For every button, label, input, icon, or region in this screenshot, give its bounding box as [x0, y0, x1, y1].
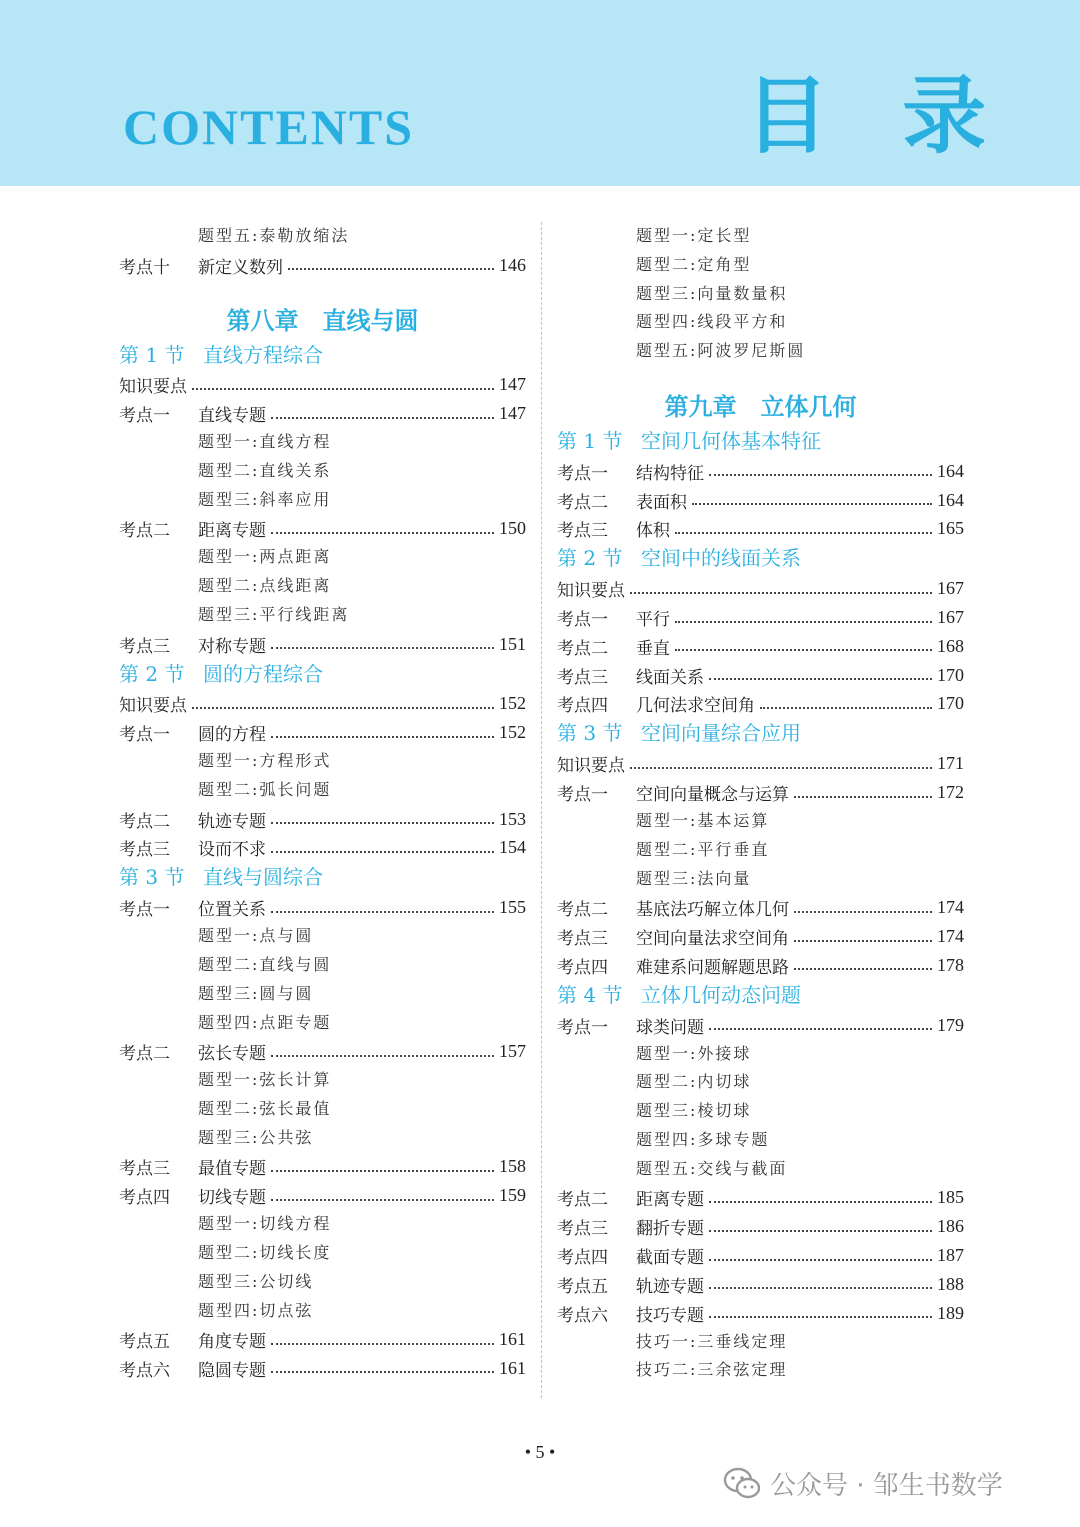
entry-page-number: 147 — [499, 374, 526, 395]
entry-page-number: 153 — [499, 808, 526, 829]
toc-entry[interactable] — [119, 805, 526, 834]
entry-title: 切线专题 — [198, 1188, 266, 1209]
question-type-entry: 题型四:切点弦 — [198, 1300, 314, 1320]
entry-label: 考点二 — [557, 638, 608, 659]
question-type-entry: 题型一:方程形式 — [198, 751, 332, 771]
entry-label: 考点三 — [557, 1219, 608, 1240]
chapter-number: 第八章 — [226, 306, 299, 335]
toc-entry[interactable] — [557, 661, 964, 690]
toc-entry[interactable] — [557, 1212, 964, 1241]
watermark — [722, 1463, 1003, 1503]
entry-page-number: 147 — [499, 403, 526, 424]
entry-title: 位置关系 — [198, 900, 266, 921]
dot-leader — [630, 767, 932, 769]
entry-title: 平行 — [636, 610, 670, 631]
entry-page-number: 167 — [937, 578, 964, 599]
entry-page-number: 185 — [937, 1187, 964, 1208]
entry-page-number: 159 — [499, 1185, 526, 1206]
toc-entry[interactable] — [557, 486, 964, 515]
question-type-entry: 题型五:交线与截面 — [636, 1158, 788, 1178]
entry-label: 考点五 — [557, 1276, 608, 1297]
toc-entry[interactable] — [557, 632, 964, 661]
question-type-entry: 技巧一:三垂线定理 — [636, 1331, 788, 1351]
entry-title: 对称专题 — [198, 636, 266, 657]
section-number: 第 3 节 — [557, 721, 623, 746]
dot-leader — [271, 1199, 494, 1201]
toc-entry[interactable] — [557, 778, 964, 807]
entry-page-number: 172 — [937, 782, 964, 803]
question-type-entry: 技巧二:三余弦定理 — [636, 1360, 788, 1380]
question-type-entry: 题型二:切线长度 — [198, 1242, 332, 1262]
dot-leader — [692, 503, 932, 505]
section-heading — [119, 862, 526, 893]
entry-label: 考点一 — [119, 406, 170, 427]
entry-label: 考点一 — [119, 725, 170, 746]
entry-label: 考点四 — [119, 1188, 170, 1209]
question-type-entry: 题型三:平行线距离 — [198, 604, 350, 624]
entry-page-number: 174 — [937, 897, 964, 918]
toc-entry[interactable] — [119, 630, 526, 659]
dot-leader — [709, 1316, 932, 1318]
toc-right-column — [557, 222, 964, 1385]
entry-title: 截面专题 — [636, 1248, 704, 1268]
question-type-entry: 题型二:点线距离 — [198, 576, 332, 596]
toc-entry[interactable] — [119, 1354, 526, 1383]
question-type-entry: 题型一:基本运算 — [636, 810, 770, 830]
entry-title: 距离专题 — [198, 521, 266, 542]
question-type-entry: 题型三:圆与圆 — [198, 983, 314, 1003]
entry-label: 考点三 — [557, 667, 608, 688]
section-title: 空间向量综合应用 — [641, 721, 801, 746]
entry-page-number: 157 — [499, 1041, 526, 1062]
entry-label: 考点二 — [119, 521, 170, 542]
dot-leader — [709, 1028, 932, 1030]
toc-entry[interactable] — [119, 251, 526, 280]
dot-leader — [760, 707, 932, 709]
entry-title: 表面积 — [636, 492, 687, 513]
question-type-entry: 题型二:直线与圆 — [198, 954, 332, 974]
dot-leader — [675, 649, 932, 651]
question-type-entry: 题型三:法向量 — [636, 868, 752, 888]
chapter-number: 第九章 — [664, 392, 737, 421]
question-type-entry: 题型一:直线方程 — [198, 432, 332, 452]
dot-leader — [271, 647, 494, 649]
dot-leader — [794, 911, 932, 913]
entry-page-number: 161 — [499, 1357, 526, 1378]
entry-label: 考点三 — [557, 521, 608, 542]
question-type-entry: 题型一:弦长计算 — [198, 1070, 332, 1090]
entry-label: 考点五 — [119, 1332, 170, 1353]
entry-label: 考点六 — [557, 1305, 608, 1326]
entry-label: 考点一 — [557, 463, 608, 484]
dot-leader — [271, 1170, 494, 1172]
question-type-entry: 题型一:定长型 — [636, 226, 752, 245]
entry-page-number: 151 — [499, 633, 526, 654]
dot-leader — [271, 417, 494, 419]
entry-title: 角度专题 — [198, 1332, 266, 1353]
entry-label: 考点四 — [557, 1248, 608, 1268]
entry-title: 轨迹专题 — [198, 811, 266, 832]
entry-page-number: 170 — [937, 693, 964, 714]
section-number: 第 3 节 — [119, 865, 185, 890]
entry-page-number: 158 — [499, 1156, 526, 1177]
question-type-entry: 题型一:点与圆 — [198, 926, 314, 946]
question-type-entry: 题型一:切线方程 — [198, 1214, 332, 1234]
toc-entry[interactable] — [557, 603, 964, 632]
dot-leader — [709, 1201, 932, 1203]
entry-page-number: 186 — [937, 1216, 964, 1237]
section-number: 第 1 节 — [119, 342, 185, 367]
dot-leader — [271, 532, 494, 534]
entry-label: 考点二 — [557, 1190, 608, 1211]
entry-page-number: 164 — [937, 460, 964, 481]
toc-entry[interactable] — [119, 399, 526, 428]
chapter-heading — [557, 388, 964, 426]
question-type-entry: 题型一:两点距离 — [198, 547, 332, 567]
entry-label: 考点六 — [119, 1360, 170, 1381]
entry-page-number: 146 — [499, 254, 526, 275]
entry-label: 考点二 — [119, 811, 170, 832]
question-type-entry: 题型三:棱切球 — [636, 1101, 752, 1121]
toc-entry[interactable] — [557, 690, 964, 719]
entry-page-number: 187 — [937, 1245, 964, 1265]
entry-title: 圆的方程 — [198, 725, 266, 746]
question-type-entry: 题型二:弧长问题 — [198, 779, 332, 799]
entry-page-number: 174 — [937, 926, 964, 947]
question-type-entry: 题型四:多球专题 — [636, 1129, 770, 1149]
dot-leader — [288, 268, 494, 270]
section-number: 第 4 节 — [557, 982, 623, 1007]
toc-entry[interactable] — [557, 515, 964, 544]
section-heading — [119, 340, 526, 371]
entry-title: 技巧专题 — [636, 1305, 704, 1326]
watermark-text: 公众号 · 邹生书数学 — [770, 1470, 1003, 1501]
dot-leader — [675, 532, 932, 534]
entry-title: 球类问题 — [636, 1017, 704, 1038]
entry-page-number: 154 — [499, 837, 526, 858]
toc-entry[interactable] — [119, 1325, 526, 1354]
entry-title: 基底法巧解立体几何 — [636, 900, 789, 921]
toc-entry[interactable] — [557, 922, 964, 951]
entry-page-number: 150 — [499, 518, 526, 539]
toc-entry[interactable] — [557, 574, 964, 603]
toc-entry[interactable] — [557, 951, 964, 980]
question-type-entry: 题型四:点距专题 — [198, 1012, 332, 1032]
toc-entry[interactable] — [557, 749, 964, 778]
entry-page-number: 152 — [499, 722, 526, 743]
section-number: 第 2 节 — [557, 546, 623, 571]
toc-entry[interactable] — [557, 893, 964, 922]
column-divider — [541, 222, 542, 1398]
toc-entry[interactable] — [119, 371, 526, 400]
dot-leader — [709, 1230, 932, 1232]
section-title: 直线与圆综合 — [203, 865, 323, 890]
section-heading — [557, 426, 964, 457]
entry-page-number: 165 — [937, 518, 964, 539]
dot-leader — [709, 1259, 932, 1261]
toc-entry[interactable] — [557, 457, 964, 486]
section-number: 第 2 节 — [119, 661, 185, 686]
entry-page-number: 189 — [937, 1302, 964, 1323]
entry-title: 最值专题 — [198, 1159, 266, 1180]
dot-leader — [709, 678, 932, 680]
question-type-entry: 题型二:定角型 — [636, 254, 752, 274]
toc-entry[interactable] — [557, 1184, 964, 1213]
entry-page-number: 167 — [937, 607, 964, 628]
section-title: 空间中的线面关系 — [641, 546, 801, 571]
page-title: 目 录 — [745, 67, 1009, 165]
entry-label: 考点二 — [557, 900, 608, 921]
entry-label: 考点四 — [557, 957, 608, 978]
section-title: 直线方程综合 — [203, 342, 323, 367]
entry-label: 考点三 — [119, 840, 170, 861]
entry-page-number: 168 — [937, 635, 964, 656]
entry-title: 几何法求空间角 — [636, 696, 755, 717]
toc-entry[interactable] — [557, 1241, 964, 1270]
entry-title: 垂直 — [636, 638, 670, 659]
entry-label: 考点十 — [119, 257, 170, 278]
question-type-entry: 题型二:直线关系 — [198, 460, 332, 480]
entry-page-number: 152 — [499, 693, 526, 714]
section-heading — [557, 718, 964, 749]
dot-leader — [675, 621, 932, 623]
chapter-title: 立体几何 — [760, 392, 857, 421]
toc-entry[interactable] — [557, 1299, 964, 1328]
chapter-heading — [119, 302, 526, 340]
question-type-entry: 题型三:向量数量积 — [636, 283, 788, 303]
question-type-entry: 题型四:线段平方和 — [636, 312, 788, 332]
entry-page-number: 179 — [937, 1014, 964, 1035]
question-type-entry: 题型一:外接球 — [636, 1043, 752, 1063]
entry-title: 弦长专题 — [198, 1044, 266, 1065]
entry-title: 空间向量法求空间角 — [636, 929, 789, 950]
entry-title: 知识要点 — [119, 377, 187, 398]
toc-entry[interactable] — [119, 1037, 526, 1066]
section-heading — [557, 980, 964, 1011]
contents-label: CONTENTS — [123, 99, 415, 155]
entry-title: 体积 — [636, 521, 670, 542]
dot-leader — [794, 940, 932, 942]
chapter-title: 直线与圆 — [322, 306, 419, 335]
dot-leader — [271, 822, 494, 824]
entry-title: 空间向量概念与运算 — [636, 785, 789, 806]
toc-entry[interactable] — [119, 834, 526, 863]
entry-page-number: 164 — [937, 489, 964, 510]
entry-title: 隐圆专题 — [198, 1360, 266, 1381]
section-heading — [119, 659, 526, 690]
toc-entry[interactable] — [557, 1270, 964, 1299]
entry-title: 设而不求 — [198, 840, 266, 861]
entry-label: 考点三 — [557, 929, 608, 950]
entry-label: 考点四 — [557, 696, 608, 717]
dot-leader — [709, 474, 932, 476]
dot-leader — [192, 707, 494, 709]
dot-leader — [271, 1055, 494, 1057]
entry-label: 考点三 — [119, 1159, 170, 1180]
toc-left-column — [119, 222, 526, 1383]
entry-title: 直线专题 — [198, 406, 266, 427]
entry-page-number: 178 — [937, 954, 964, 975]
dot-leader — [271, 1371, 494, 1373]
entry-page-number: 161 — [499, 1329, 526, 1350]
entry-title: 知识要点 — [557, 581, 625, 602]
question-type-entry: 题型五:泰勒放缩法 — [198, 226, 350, 245]
entry-page-number: 155 — [499, 897, 526, 918]
dot-leader — [271, 911, 494, 913]
entry-label: 考点一 — [557, 785, 608, 806]
entry-title: 线面关系 — [636, 667, 704, 688]
dot-leader — [271, 736, 494, 738]
section-title: 圆的方程综合 — [203, 661, 323, 686]
question-type-entry: 题型二:弦长最值 — [198, 1098, 332, 1118]
entry-title: 轨迹专题 — [636, 1276, 704, 1297]
entry-page-number: 170 — [937, 664, 964, 685]
toc-entry[interactable] — [119, 515, 526, 544]
dot-leader — [192, 388, 494, 390]
dot-leader — [794, 968, 932, 970]
question-type-entry: 题型二:内切球 — [636, 1072, 752, 1092]
entry-title: 知识要点 — [557, 756, 625, 777]
dot-leader — [630, 592, 932, 594]
dot-leader — [709, 1287, 932, 1289]
entry-label: 考点三 — [119, 636, 170, 657]
question-type-entry: 题型三:斜率应用 — [198, 489, 332, 509]
dot-leader — [794, 796, 932, 798]
entry-label: 考点一 — [557, 1017, 608, 1038]
dot-leader — [271, 1343, 494, 1345]
entry-page-number: 188 — [937, 1273, 964, 1294]
entry-page-number: 171 — [937, 753, 964, 774]
entry-title: 新定义数列 — [198, 257, 283, 278]
entry-label: 考点二 — [557, 492, 608, 513]
entry-label: 考点一 — [557, 610, 608, 631]
question-type-entry: 题型三:公切线 — [198, 1271, 314, 1291]
toc-entry[interactable] — [557, 1011, 964, 1040]
entry-label: 考点一 — [119, 900, 170, 921]
toc-entry[interactable] — [119, 893, 526, 922]
toc-entry[interactable] — [119, 690, 526, 719]
question-type-entry: 题型二:平行垂直 — [636, 839, 770, 859]
header-banner — [0, 0, 1080, 186]
dot-leader — [271, 851, 494, 853]
entry-title: 知识要点 — [119, 696, 187, 717]
section-number: 第 1 节 — [557, 428, 623, 453]
entry-title: 距离专题 — [636, 1190, 704, 1211]
wechat-icon — [722, 1463, 762, 1503]
entry-title: 结构特征 — [636, 463, 704, 484]
entry-title: 翻折专题 — [636, 1219, 704, 1240]
entry-label: 考点二 — [119, 1044, 170, 1065]
section-title: 立体几何动态问题 — [641, 982, 801, 1007]
entry-title: 难建系问题解题思路 — [636, 957, 789, 978]
toc-entry[interactable] — [119, 718, 526, 747]
toc-entry[interactable] — [119, 1181, 526, 1210]
page-number: • 5 • — [524, 1442, 556, 1462]
section-heading — [557, 543, 964, 574]
question-type-entry: 题型五:阿波罗尼斯圆 — [636, 341, 806, 361]
section-title: 空间几何体基本特征 — [641, 428, 821, 453]
toc-entry[interactable] — [119, 1153, 526, 1182]
question-type-entry: 题型三:公共弦 — [198, 1127, 314, 1147]
